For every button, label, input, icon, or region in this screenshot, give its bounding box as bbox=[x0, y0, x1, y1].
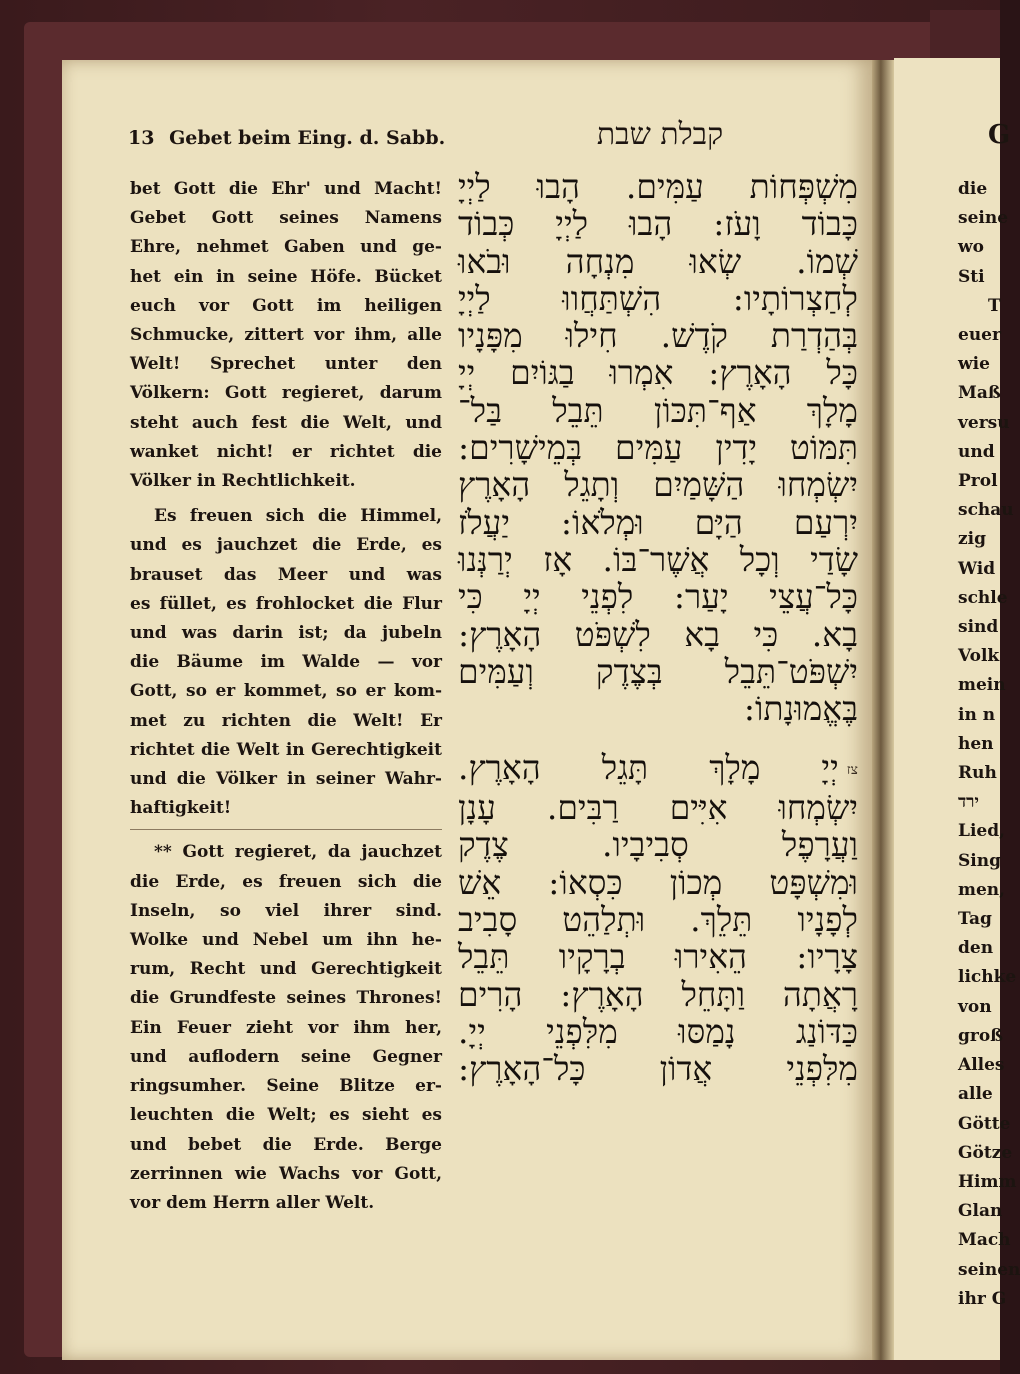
german-line: Gebet Gott seines Namens bbox=[130, 208, 442, 229]
hebrew-line: מִשְׁפְּחוֹת עַמִּים. הָבוּ לַיְיָ bbox=[458, 167, 858, 206]
german-translation-column bbox=[130, 175, 442, 1224]
german-line: met zu richten die Welt! Er bbox=[130, 710, 442, 731]
psalm-number: צז bbox=[846, 761, 858, 778]
right-page-column bbox=[958, 175, 1018, 1314]
german-line: und die Völker in seiner Wahr- bbox=[130, 769, 442, 790]
right-page-line: ihr G bbox=[958, 1288, 1007, 1309]
hebrew-line: יִשְׂמְחוּ הַשָּׁמַיִם וְתָגֵל הָאָרֶץ bbox=[458, 465, 858, 505]
german-line: vor dem Herrn aller Welt. bbox=[130, 1192, 375, 1213]
page-number: 13 bbox=[128, 127, 155, 149]
spine-top bbox=[930, 10, 1000, 60]
hebrew-line: שָׂדַי וְכָל אֲשֶׁר־בּוֹ. אָז יְרַנְּנוּ bbox=[458, 539, 858, 579]
german-line: steht auch fest die Welt, und bbox=[130, 412, 442, 433]
right-page-line: und bbox=[958, 441, 995, 462]
right-page-line: sind bbox=[958, 617, 999, 638]
german-line: zerrinnen wie Wachs vor Gott, bbox=[130, 1163, 442, 1184]
german-line: und auflodern seine Gegner bbox=[130, 1046, 442, 1067]
german-line: es füllet, es frohlocket die Flur bbox=[130, 593, 442, 614]
hebrew-line: בֶּאֱמוּנָתוֹ: bbox=[743, 689, 858, 729]
right-page-line: Lied, bbox=[958, 821, 1006, 842]
german-line: die Grundfeste seines Thrones! bbox=[130, 988, 442, 1009]
right-page-line: wie bbox=[958, 354, 990, 375]
hebrew-line: כַּדּוֹנַג נָמַסּוּ מִלִּפְנֵי יְיָ. bbox=[458, 1011, 858, 1051]
right-page-line: Alles bbox=[958, 1055, 1005, 1076]
hebrew-line bbox=[458, 749, 858, 789]
right-page-line: Mach bbox=[958, 1230, 1011, 1251]
hebrew-line: שְׁמוֹ. שְׂאוּ מִנְחָה וּבֹאוּ bbox=[458, 241, 858, 281]
right-page-line: Götte bbox=[958, 1113, 1011, 1134]
hebrew-line: כָּל הָאָרֶץ: אִמְרוּ בַגּוֹיִם יְיָ bbox=[458, 353, 858, 393]
german-line: Gott, so er kommet, so er kom- bbox=[130, 681, 442, 702]
german-line: leuchten die Welt; es sieht es bbox=[130, 1105, 442, 1126]
right-page-line: Wid bbox=[958, 558, 996, 579]
right-page-line: men, bbox=[958, 879, 1006, 900]
right-page-line: seine bbox=[958, 208, 1009, 229]
right-page-line: in n bbox=[958, 704, 996, 725]
hebrew-line: בָא. כִּי בָא לִשְׁפֹּט הָאָרֶץ: bbox=[458, 614, 858, 654]
german-line: Ein Feuer zieht vor ihm her, bbox=[130, 1017, 442, 1038]
running-header bbox=[128, 127, 458, 149]
german-line: het ein in seine Höfe. Bücket bbox=[130, 266, 442, 287]
german-line: und was darin ist; da jubeln bbox=[130, 623, 442, 644]
hebrew-line: יִשְׂמְחוּ אִיִּים רַבִּים. עָנָן bbox=[458, 788, 858, 828]
german-line: Schmucke, zittert vor ihm, alle bbox=[130, 325, 442, 346]
german-line: richtet die Welt in Gerechtigkeit bbox=[130, 739, 442, 760]
hebrew-line: כָּבוֹד וָעֹז: הָבוּ לַיְיָ כְּבוֹד bbox=[458, 204, 858, 244]
right-page-header: G bbox=[988, 120, 1011, 150]
right-page-line: ירד bbox=[958, 792, 979, 813]
right-page-line: Volk bbox=[958, 646, 1000, 667]
hebrew-line: רָאֲתָה וַתָּחֵל הָאָרֶץ: הָרִים bbox=[458, 974, 858, 1014]
german-line: rum, Recht und Gerechtigkeit bbox=[130, 959, 442, 980]
hebrew-line: מָלָךְ אַף־תִּכּוֹן תֵּבֵל בַּל־ bbox=[458, 390, 858, 430]
german-line: haftigkeit! bbox=[130, 798, 232, 819]
right-page-line: Ruh bbox=[958, 763, 997, 784]
german-line: Völkern: Gott regieret, darum bbox=[130, 383, 442, 404]
right-page-line: die bbox=[958, 179, 988, 199]
hebrew-line: בְּהַדְרַת קֹדֶשׁ. חִילוּ מִפָּנָיו bbox=[458, 316, 858, 356]
right-page-line: Sti bbox=[958, 266, 985, 287]
right-page-line: Maß bbox=[958, 383, 1001, 404]
right-page-line: T bbox=[988, 295, 1001, 316]
right-page-line: zig bbox=[958, 529, 986, 550]
hebrew-line-text: יְיָ מָלָךְ תָּגֵל הָאָרֶץ. bbox=[458, 748, 839, 788]
hebrew-line: יִרְעַם הַיָּם וּמְלֹאוֹ: יַעֲלֹז bbox=[458, 502, 858, 542]
right-page-line: Sing bbox=[958, 850, 1001, 871]
right-page-line: mein bbox=[958, 675, 1006, 696]
german-line: Ehre, nehmet Gaben und ge- bbox=[130, 237, 442, 258]
right-page-line: Glan bbox=[958, 1201, 1003, 1222]
right-page-line: hen bbox=[958, 733, 994, 754]
right-page-line: den bbox=[958, 938, 994, 959]
german-line: bet Gott die Ehr' und Macht! bbox=[130, 179, 442, 199]
page-title: Gebet beim Eing. d. Sabb. bbox=[169, 127, 446, 149]
hebrew-line: לְפָנָיו תֵּלֵךְ. וּתְלַהֵט סָבִיב bbox=[458, 899, 858, 939]
right-page-line: groß bbox=[958, 1025, 1004, 1046]
right-page-line: schle bbox=[958, 587, 1008, 608]
german-paragraph bbox=[130, 502, 442, 823]
hebrew-line: מִלִּפְנֵי אֲדוֹן כָּל־הָאָרֶץ: bbox=[458, 1049, 858, 1089]
right-page-line: alle bbox=[958, 1084, 993, 1105]
hebrew-line: תִּמּוֹט יָדִין עַמִּים בְּמֵישָׁרִים: bbox=[458, 428, 858, 468]
right-page-line: Himm bbox=[958, 1171, 1017, 1192]
german-line: Es freuen sich die Himmel, bbox=[154, 506, 442, 527]
hebrew-line: צָרָיו: הֵאִירוּ בְרָקָיו תֵּבֵל bbox=[458, 937, 858, 977]
right-page-line: seinen bbox=[958, 1259, 1020, 1280]
hebrew-block-1 bbox=[458, 168, 858, 727]
german-line: Welt! Sprechet unter den bbox=[130, 354, 442, 375]
german-line: die Erde, es freuen sich die bbox=[130, 871, 442, 892]
right-page-line: wo bbox=[958, 237, 984, 258]
hebrew-page-title: קבלת שבת bbox=[596, 117, 724, 152]
german-line: und es jauchzet die Erde, es bbox=[130, 535, 442, 556]
german-line: brauset das Meer und was bbox=[130, 564, 442, 585]
german-line: und bebet die Erde. Berge bbox=[130, 1134, 442, 1155]
hebrew-line: כָּל־עֲצֵי יָעַר: לִפְנֵי יְיָ כִּי bbox=[458, 577, 858, 617]
hebrew-line: וַעֲרָפֶל סְבִיבָיו. צֶדֶק bbox=[458, 825, 858, 865]
german-line: die Bäume im Walde — vor bbox=[130, 652, 442, 673]
german-line: Inseln, so viel ihrer sind. bbox=[130, 900, 442, 921]
right-page-line: euer bbox=[958, 325, 1001, 346]
german-line: euch vor Gott im heiligen bbox=[130, 295, 442, 316]
german-line: Völker in Rechtlichkeit. bbox=[130, 471, 356, 492]
hebrew-block-2 bbox=[458, 749, 858, 1087]
right-page-line: Tag bbox=[958, 909, 992, 930]
hebrew-line: יִשְׁפֹּט־תֵּבֵל בְּצֶדֶק וְעַמִּים bbox=[458, 651, 858, 691]
german-paragraph bbox=[130, 175, 442, 496]
german-line: Wolke und Nebel um ihn he- bbox=[130, 930, 442, 951]
right-page-line: lichke bbox=[958, 967, 1017, 988]
right-page-line: Prol bbox=[958, 471, 998, 492]
german-line: ** Gott regieret, da jauchzet bbox=[154, 842, 442, 863]
hebrew-line: וּמִשְׁפָּט מְכוֹן כִּסְאוֹ: אֵשׁ bbox=[458, 862, 858, 902]
hebrew-text-column bbox=[458, 168, 858, 1087]
right-page-line: versu bbox=[958, 412, 1010, 433]
right-page-line: schau bbox=[958, 500, 1014, 521]
german-line: wanket nicht! er richtet die bbox=[130, 441, 442, 462]
book-gutter bbox=[872, 60, 894, 1360]
hebrew-line: לְחַצְרוֹתָיו: הִשְׁתַּחֲווּ לַיְיָ bbox=[458, 278, 858, 318]
section-gap bbox=[458, 727, 858, 749]
right-page-line: Götze bbox=[958, 1142, 1013, 1163]
german-line: ringsumher. Seine Blitze er- bbox=[130, 1076, 442, 1097]
german-paragraph bbox=[130, 838, 442, 1218]
section-divider bbox=[130, 829, 442, 830]
right-page-line: von bbox=[958, 996, 992, 1017]
